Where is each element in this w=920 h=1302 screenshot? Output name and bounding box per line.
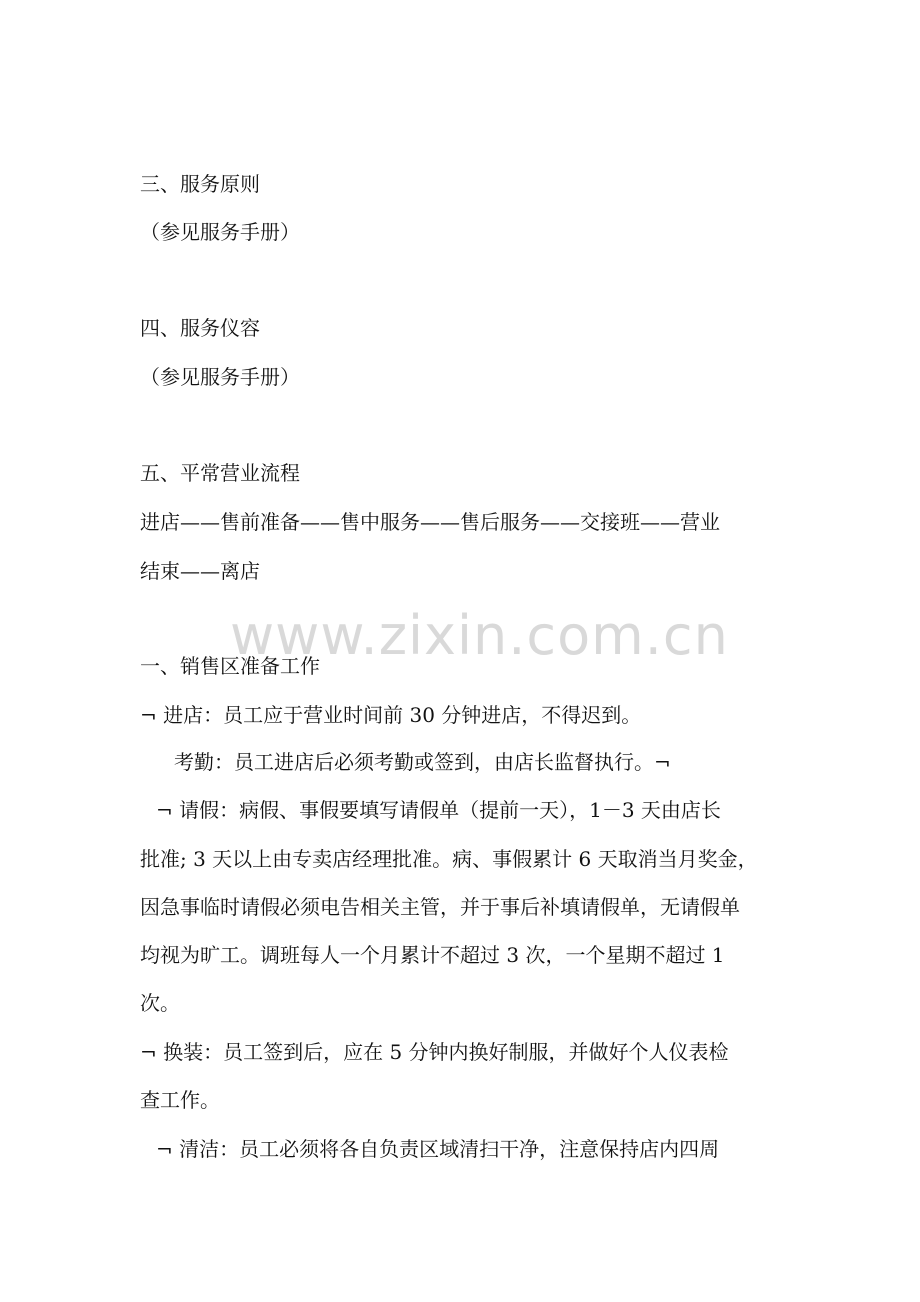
leave-paragraph-line-5: 次。: [140, 991, 180, 1015]
section-5-flow-line-2: 结束——离店: [140, 559, 260, 583]
attendance-paragraph: 考勤：员工进店后必须考勤或签到，由店长监督执行。¬: [174, 750, 671, 774]
leave-paragraph-line-1: ¬ 请假：病假、事假要填写请假单（提前一天），1－3 天由店长: [156, 798, 721, 822]
watermark: www.zixin.com.cn: [230, 604, 729, 667]
leave-paragraph-line-3: 因急事临时请假必须电告相关主管，并于事后补填请假单，无请假单: [140, 895, 740, 919]
section-5-flow-line-1: 进店——售前准备——售中服务——售后服务——交接班——营业: [140, 510, 720, 534]
change-paragraph-line-2: 查工作。: [140, 1088, 220, 1112]
clean-paragraph-line-1: ¬ 清洁：员工必须将各自负责区域清扫干净，注意保持店内四周: [156, 1137, 720, 1161]
section-5-title: 五、平常营业流程: [140, 461, 300, 485]
leave-paragraph-line-2: 批准; 3 天以上由专卖店经理批准。病、事假累计 6 天取消当月奖金，: [140, 847, 758, 871]
leave-paragraph-line-4: 均视为旷工。调班每人一个月累计不超过 3 次，一个星期不超过 1: [140, 943, 725, 967]
section-4-title: 四、服务仪容: [140, 316, 260, 340]
section-4-reference: （参见服务手册）: [140, 365, 300, 389]
change-paragraph-line-1: ¬ 换装：员工签到后，应在 5 分钟内换好制服，并做好个人仪表检: [140, 1040, 729, 1064]
section-3-title: 三、服务原则: [140, 172, 260, 196]
part-1-title: 一、销售区准备工作: [140, 654, 320, 678]
arrive-paragraph: ¬ 进店：员工应于营业时间前 30 分钟进店，不得迟到。: [140, 703, 642, 727]
section-3-reference: （参见服务手册）: [140, 220, 300, 244]
